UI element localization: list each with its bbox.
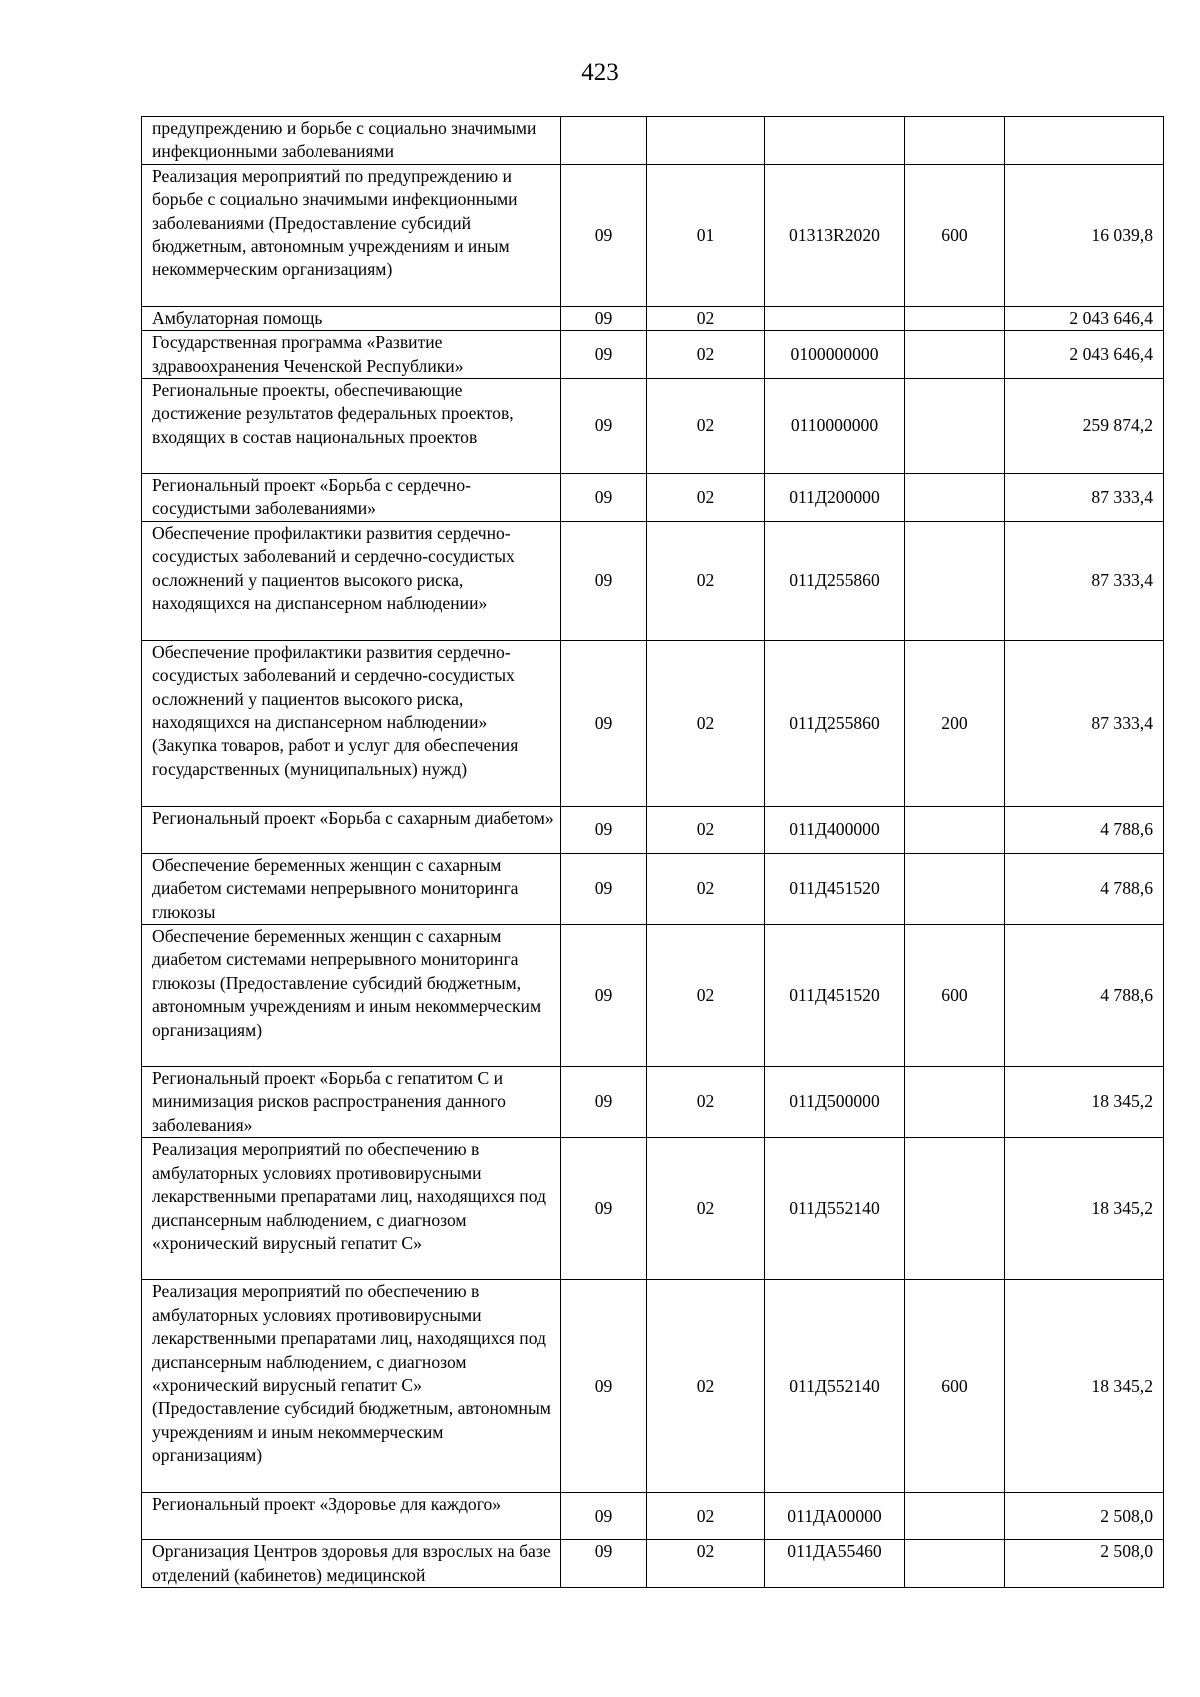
table-row [142, 1138, 1164, 1280]
row-name: Реализация мероприятий по предупреждению и борьбе с социально значимыми инфекционными заболеваниями (Предоставление субсидий бюджетным, автономным учреждениям и иным некоммерческим организациям) [142, 164, 561, 306]
row-name: Обеспечение беременных женщин с сахарным диабетом системами непрерывного мониторинга глюкозы [142, 853, 561, 924]
row-section: 09 [561, 925, 647, 1067]
row-subsection: 02 [647, 474, 765, 522]
row-name: Организация Центров здоровья для взрослых на базе отделений (кабинетов) медицинской [142, 1540, 561, 1588]
row-name: Региональный проект «Борьба с гепатитом С и минимизация рисков распространения данного заболевания» [142, 1067, 561, 1138]
row-subsection [647, 117, 765, 165]
row-amount: 87 333,4 [1005, 474, 1164, 522]
row-amount: 2 508,0 [1005, 1540, 1164, 1588]
row-amount: 2 508,0 [1005, 1493, 1164, 1540]
row-subsection: 02 [647, 1067, 765, 1138]
row-name: Государственная программа «Развитие здравоохранения Чеченской Республики» [142, 331, 561, 379]
row-expense-type [905, 853, 1005, 924]
row-amount: 4 788,6 [1005, 925, 1164, 1067]
table-row [142, 379, 1164, 474]
budget-table [141, 116, 1164, 1588]
table-row [142, 331, 1164, 379]
row-target-item: 011Д451520 [765, 853, 905, 924]
row-name: Региональный проект «Борьба с сахарным диабетом» [142, 806, 561, 853]
row-target-item: 01313R2020 [765, 164, 905, 306]
row-section: 09 [561, 640, 647, 806]
row-expense-type [905, 117, 1005, 165]
row-subsection: 02 [647, 1280, 765, 1493]
row-amount: 18 345,2 [1005, 1138, 1164, 1280]
row-section: 09 [561, 1138, 647, 1280]
row-target-item: 0100000000 [765, 331, 905, 379]
row-section: 09 [561, 1540, 647, 1588]
row-target-item: 011ДА55460 [765, 1540, 905, 1588]
row-expense-type [905, 1540, 1005, 1588]
row-expense-type [905, 806, 1005, 853]
table-row [142, 306, 1164, 330]
row-target-item: 011Д200000 [765, 474, 905, 522]
row-section: 09 [561, 474, 647, 522]
row-subsection: 02 [647, 925, 765, 1067]
row-section: 09 [561, 806, 647, 853]
row-target-item: 011Д500000 [765, 1067, 905, 1138]
row-amount: 16 039,8 [1005, 164, 1164, 306]
table-row [142, 521, 1164, 640]
row-expense-type [905, 521, 1005, 640]
row-amount: 18 345,2 [1005, 1280, 1164, 1493]
table-row [142, 1493, 1164, 1540]
row-expense-type [905, 1493, 1005, 1540]
row-section: 09 [561, 853, 647, 924]
row-subsection: 02 [647, 640, 765, 806]
table-row [142, 164, 1164, 306]
row-expense-type: 200 [905, 640, 1005, 806]
row-target-item: 011ДА00000 [765, 1493, 905, 1540]
table-row [142, 1540, 1164, 1588]
row-target-item: 011Д552140 [765, 1280, 905, 1493]
row-name: Обеспечение беременных женщин с сахарным диабетом системами непрерывного мониторинга глюкозы (Предоставление субсидий бюджетным, автономным учреждениям и иным некоммерческим организациям) [142, 925, 561, 1067]
row-expense-type [905, 331, 1005, 379]
table-row [142, 474, 1164, 522]
row-amount: 87 333,4 [1005, 521, 1164, 640]
row-subsection: 02 [647, 1540, 765, 1588]
row-section: 09 [561, 306, 647, 330]
row-section: 09 [561, 1067, 647, 1138]
row-amount: 2 043 646,4 [1005, 331, 1164, 379]
row-expense-type: 600 [905, 1280, 1005, 1493]
row-expense-type: 600 [905, 164, 1005, 306]
row-expense-type [905, 474, 1005, 522]
row-name: предупреждению и борьбе с социально значимыми инфекционными заболеваниями [142, 117, 561, 165]
table-row [142, 117, 1164, 165]
row-section: 09 [561, 1280, 647, 1493]
row-subsection: 02 [647, 379, 765, 474]
row-section: 09 [561, 521, 647, 640]
table-row [142, 806, 1164, 853]
row-amount: 18 345,2 [1005, 1067, 1164, 1138]
row-subsection: 01 [647, 164, 765, 306]
row-name: Обеспечение профилактики развития сердечно-сосудистых заболеваний и сердечно-сосудистых осложнений у пациентов высокого риска, находящихся на диспансерном наблюдении» (Закупка товаров, работ и услуг для обеспечения государственных (муниципальных) нужд) [142, 640, 561, 806]
row-section: 09 [561, 164, 647, 306]
table-row [142, 1280, 1164, 1493]
row-amount: 2 043 646,4 [1005, 306, 1164, 330]
row-subsection: 02 [647, 331, 765, 379]
page-number: 423 [581, 59, 619, 86]
table-row [142, 1067, 1164, 1138]
row-name: Реализация мероприятий по обеспечению в амбулаторных условиях противовирусными лекарственными препаратами лиц, находящихся под диспансерным наблюдением, с диагнозом «хронический вирусный гепатит С» [142, 1138, 561, 1280]
row-target-item [765, 117, 905, 165]
row-expense-type [905, 1138, 1005, 1280]
row-expense-type [905, 379, 1005, 474]
row-expense-type [905, 1067, 1005, 1138]
row-amount: 87 333,4 [1005, 640, 1164, 806]
row-name: Реализация мероприятий по обеспечению в амбулаторных условиях противовирусными лекарственными препаратами лиц, находящихся под диспансерным наблюдением, с диагнозом «хронический вирусный гепатит С» (Предоставление субсидий бюджетным, автономным учреждениям и иным некоммерческим организациям) [142, 1280, 561, 1493]
row-name: Амбулаторная помощь [142, 306, 561, 330]
row-target-item: 011Д552140 [765, 1138, 905, 1280]
row-subsection: 02 [647, 306, 765, 330]
row-subsection: 02 [647, 806, 765, 853]
row-target-item [765, 306, 905, 330]
row-section: 09 [561, 1493, 647, 1540]
row-amount: 4 788,6 [1005, 853, 1164, 924]
row-name: Региональный проект «Борьба с сердечно-сосудистыми заболеваниями» [142, 474, 561, 522]
row-target-item: 011Д400000 [765, 806, 905, 853]
row-subsection: 02 [647, 521, 765, 640]
row-target-item: 0110000000 [765, 379, 905, 474]
table-row [142, 925, 1164, 1067]
row-name: Обеспечение профилактики развития сердечно-сосудистых заболеваний и сердечно-сосудистых осложнений у пациентов высокого риска, находящихся на диспансерном наблюдении» [142, 521, 561, 640]
row-target-item: 011Д255860 [765, 640, 905, 806]
row-expense-type [905, 306, 1005, 330]
row-target-item: 011Д255860 [765, 521, 905, 640]
row-section [561, 117, 647, 165]
row-subsection: 02 [647, 1493, 765, 1540]
row-amount: 259 874,2 [1005, 379, 1164, 474]
row-subsection: 02 [647, 853, 765, 924]
row-section: 09 [561, 379, 647, 474]
table-row [142, 853, 1164, 924]
row-name: Региональный проект «Здоровье для каждого» [142, 1493, 561, 1540]
row-expense-type: 600 [905, 925, 1005, 1067]
table-row [142, 640, 1164, 806]
row-amount: 4 788,6 [1005, 806, 1164, 853]
row-subsection: 02 [647, 1138, 765, 1280]
row-amount [1005, 117, 1164, 165]
row-name: Региональные проекты, обеспечивающие достижение результатов федеральных проектов, входящих в состав национальных проектов [142, 379, 561, 474]
row-section: 09 [561, 331, 647, 379]
row-target-item: 011Д451520 [765, 925, 905, 1067]
